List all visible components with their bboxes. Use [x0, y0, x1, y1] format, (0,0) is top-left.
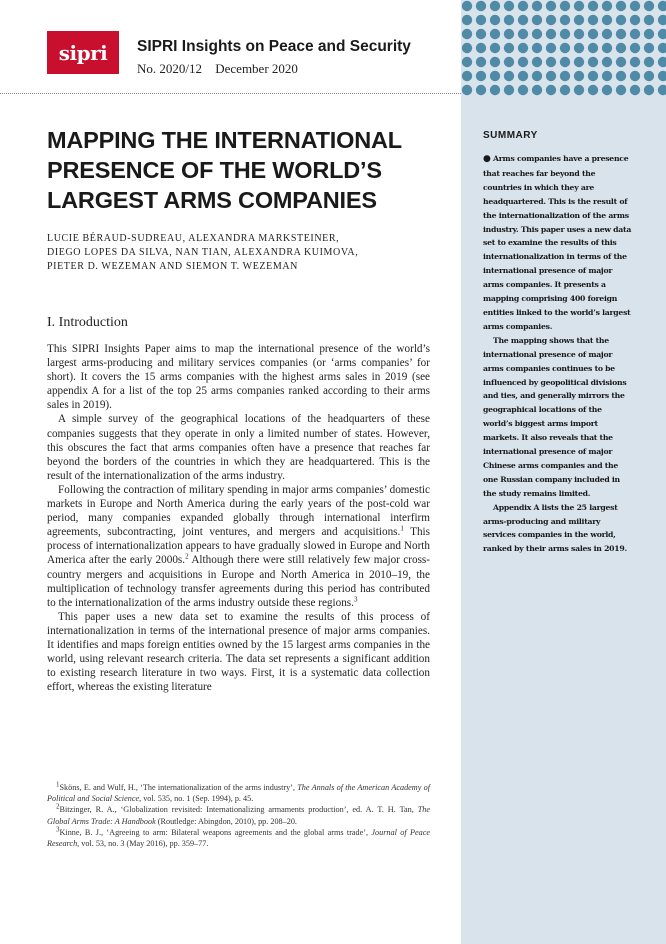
pattern-dot	[630, 57, 640, 67]
pattern-dot	[602, 71, 612, 81]
body-paragraph: Following the contraction of military spending in major arms companies’ domestic markets in Europe and North America during the early years of the post-cold war period, many companies expanded globally through international interfirm agreements, subcontracting, joint ventures, and mergers and acquisitions.$^1$ This process of internationalization appears to have gradually slowed in Europe and North America after the early 2000s.$^2$ Although there were still relatively few major cross-country mergers and acquisitions in Europe and North America in 2010–19, the multiplication of technology transfer agreements during this period has contributed to the internationalization of the arms industry outside these regions.$^3$	[47, 483, 431, 609]
summary-paragraph: ● Arms companies have a presence that reaches far beyond the countries in which they are headquartered. This is the result of the internationalization of the arms industry. This paper uses a new data set to examine the results of this internationalization in terms of the international presence of major arms companies. It presents a mapping comprising 400 foreign entities linked to the world’s largest arms companies.	[483, 154, 632, 331]
pattern-dot	[518, 1, 528, 11]
pattern-dot	[630, 29, 640, 39]
pattern-dot	[462, 43, 472, 53]
pattern-dot	[476, 43, 486, 53]
pattern-dot	[602, 29, 612, 39]
footnote-ref[interactable]: 1	[400, 524, 404, 533]
pattern-dot	[644, 85, 654, 95]
pattern-dot	[546, 1, 556, 11]
pattern-dot	[658, 29, 666, 39]
pattern-dot	[658, 71, 666, 81]
pattern-dot	[574, 85, 584, 95]
pattern-dot	[588, 71, 598, 81]
pattern-dot	[490, 1, 500, 11]
pattern-dot	[504, 29, 514, 39]
pattern-dot	[476, 15, 486, 25]
pattern-dot	[532, 43, 542, 53]
pattern-dot	[616, 15, 626, 25]
pattern-dot	[560, 85, 570, 95]
author-list	[47, 232, 447, 274]
pattern-dot	[560, 43, 570, 53]
pattern-dot	[504, 15, 514, 25]
body-text	[47, 342, 430, 694]
pattern-dot	[532, 1, 542, 11]
pattern-dot	[588, 1, 598, 11]
pattern-dot	[658, 85, 666, 95]
pattern-dot	[546, 71, 556, 81]
pattern-dot	[504, 1, 514, 11]
pattern-dot	[602, 15, 612, 25]
pattern-dot	[462, 57, 472, 67]
pattern-dot	[476, 29, 486, 39]
pattern-dot	[616, 1, 626, 11]
pattern-dot	[532, 57, 542, 67]
pattern-dot	[462, 15, 472, 25]
pattern-dot	[630, 85, 640, 95]
summary-paragraph: The mapping shows that the international presence of major arms companies continues to be influenced by geopolitical divisions and ties, and generally mirrors the geographical locations of the world’s biggest arms import markets. It also reveals that the international presence of major Chinese arms companies and the one Russian company included in the study remains limited.	[483, 335, 627, 498]
pattern-dot	[546, 57, 556, 67]
pattern-dot	[574, 71, 584, 81]
body-paragraph: This paper uses a new data set to examine the results of this process of internationalization in terms of the international presence of major arms companies. It identifies and maps foreign entities owned by the 15 largest arms companies in the world, using relevant research criteria. The data set represents a significant addition to existing research literature in two ways. First, it is a systematic data collection effort, whereas the existing literature	[47, 610, 430, 694]
pattern-dot	[490, 85, 500, 95]
pattern-dot	[644, 1, 654, 11]
pattern-dot	[602, 1, 612, 11]
pattern-dot	[658, 1, 666, 11]
issue-info	[137, 61, 308, 77]
pattern-dot	[630, 15, 640, 25]
pattern-dot	[616, 71, 626, 81]
footnotes	[47, 782, 430, 849]
pattern-dot	[476, 71, 486, 81]
pattern-dot	[546, 43, 556, 53]
pattern-dot	[532, 15, 542, 25]
pattern-dot	[644, 43, 654, 53]
pattern-dot	[560, 71, 570, 81]
pattern-dot	[588, 57, 598, 67]
pattern-dot	[658, 43, 666, 53]
body-paragraph: A simple survey of the geographical locations of the headquarters of these companies suggests that they operate in only a limited number of states. However, this obscures the fact that arms companies often have a presence that reaches far beyond the borders of the countries in which they are headquartered. This is the result of the internationalization of the arms industry.	[47, 413, 430, 482]
pattern-dot	[616, 85, 626, 95]
sipri-logo: sipri	[47, 31, 119, 74]
pattern-dot	[518, 57, 528, 67]
pattern-dot	[490, 43, 500, 53]
pattern-dot	[588, 85, 598, 95]
pattern-dot	[490, 71, 500, 81]
pattern-dot	[574, 43, 584, 53]
pattern-dot	[588, 15, 598, 25]
pattern-dot	[504, 71, 514, 81]
pattern-dot	[490, 15, 500, 25]
pattern-dot	[518, 85, 528, 95]
pattern-dot	[462, 1, 472, 11]
pattern-dot	[476, 85, 486, 95]
author-line: PIETER D. WEZEMAN AND SIEMON T. WEZEMAN	[47, 261, 298, 272]
pattern-dot	[518, 43, 528, 53]
pattern-dot	[560, 57, 570, 67]
footnote: 3Kinne, B. J., ‘Agreeing to arm: Bilateral weapons agreements and the global arms trade’, Journal of Peace Research, vol. 53, no. 3 (May 2016), pp. 359–77.	[47, 825, 430, 849]
pattern-dot	[532, 85, 542, 95]
author-line: LUCIE BÉRAUD-SUDREAU, ALEXANDRA MARKSTEINER,	[47, 233, 340, 244]
pattern-dot	[616, 57, 626, 67]
pattern-dot	[560, 1, 570, 11]
issue-number: No. 2020/12	[137, 61, 202, 76]
pattern-dot	[616, 29, 626, 39]
pattern-dot	[518, 71, 528, 81]
header-divider	[0, 93, 461, 94]
pattern-dot	[644, 29, 654, 39]
pattern-dot	[574, 1, 584, 11]
issue-date: December 2020	[215, 61, 298, 76]
pattern-dot	[490, 57, 500, 67]
pattern-dot	[462, 71, 472, 81]
pattern-dot	[602, 85, 612, 95]
series-title: SIPRI Insights on Peace and Security	[137, 38, 411, 55]
summary-paragraph: Appendix A lists the 25 largest arms-producing and military services companies in the world, ranked by their arms sales in 2019.	[483, 502, 627, 554]
pattern-dot	[504, 57, 514, 67]
page-title: MAPPING THE INTERNATIONAL PRESENCE OF THE WORLD’S LARGEST ARMS COMPANIES	[47, 127, 402, 213]
pattern-dot	[546, 29, 556, 39]
pattern-dot	[574, 57, 584, 67]
pattern-dot	[602, 43, 612, 53]
pattern-dot	[560, 15, 570, 25]
pattern-dot	[476, 57, 486, 67]
pattern-dot	[602, 57, 612, 67]
pattern-dot	[504, 85, 514, 95]
pattern-dot	[462, 85, 472, 95]
summary-box	[483, 130, 633, 556]
pattern-dot	[504, 43, 514, 53]
footnote: 1Sköns, E. and Wulf, H., ‘The internationalization of the arms industry’, The Annals of the American Academy of Political and Social Science, vol. 535, no. 1 (Sep. 1994), p. 45.	[47, 780, 430, 804]
pattern-dot	[658, 57, 666, 67]
pattern-dot	[490, 29, 500, 39]
body-paragraph: This SIPRI Insights Paper aims to map the international presence of the world’s largest arms-producing and military services companies (or ‘arms companies’ for short). It covers the 15 arms companies with the highest arms sales in 2019 (see appendix A for a list of the top 25 arms companies ranked according to their arms sales in 2019).	[47, 343, 430, 412]
dot-pattern-icon	[461, 0, 666, 100]
pattern-dot	[476, 1, 486, 11]
pattern-dot	[574, 15, 584, 25]
footnote-ref[interactable]: 3	[353, 594, 358, 603]
pattern-dot	[588, 43, 598, 53]
author-line: DIEGO LOPES DA SILVA, NAN TIAN, ALEXANDRA KUIMOVA,	[47, 247, 359, 258]
pattern-dot	[630, 43, 640, 53]
pattern-dot	[616, 43, 626, 53]
pattern-dot	[546, 85, 556, 95]
pattern-dot	[546, 15, 556, 25]
section-heading: I. Introduction	[47, 315, 128, 330]
pattern-dot	[532, 29, 542, 39]
pattern-dot	[630, 71, 640, 81]
pattern-dot	[630, 1, 640, 11]
pattern-dot	[644, 57, 654, 67]
pattern-dot	[518, 15, 528, 25]
pattern-dot	[644, 15, 654, 25]
pattern-dot	[518, 29, 528, 39]
bullet-icon: ●	[483, 154, 491, 164]
pattern-dot	[532, 71, 542, 81]
pattern-dot	[644, 71, 654, 81]
summary-heading: SUMMARY	[483, 130, 538, 141]
pattern-dot	[588, 29, 598, 39]
pattern-dot	[574, 29, 584, 39]
pattern-dot	[560, 29, 570, 39]
pattern-dot	[462, 29, 472, 39]
pattern-dot	[658, 15, 666, 25]
footnote: 2Bitzinger, R. A., ‘Globalization revisited: Internationalizing armaments production’, ed. A. T. H. Tan, The Global Arms Trade: A Handbook (Routledge: Abingdon, 2010), pp. 208–20.	[47, 802, 430, 826]
footnote-ref[interactable]: 2	[185, 552, 189, 561]
